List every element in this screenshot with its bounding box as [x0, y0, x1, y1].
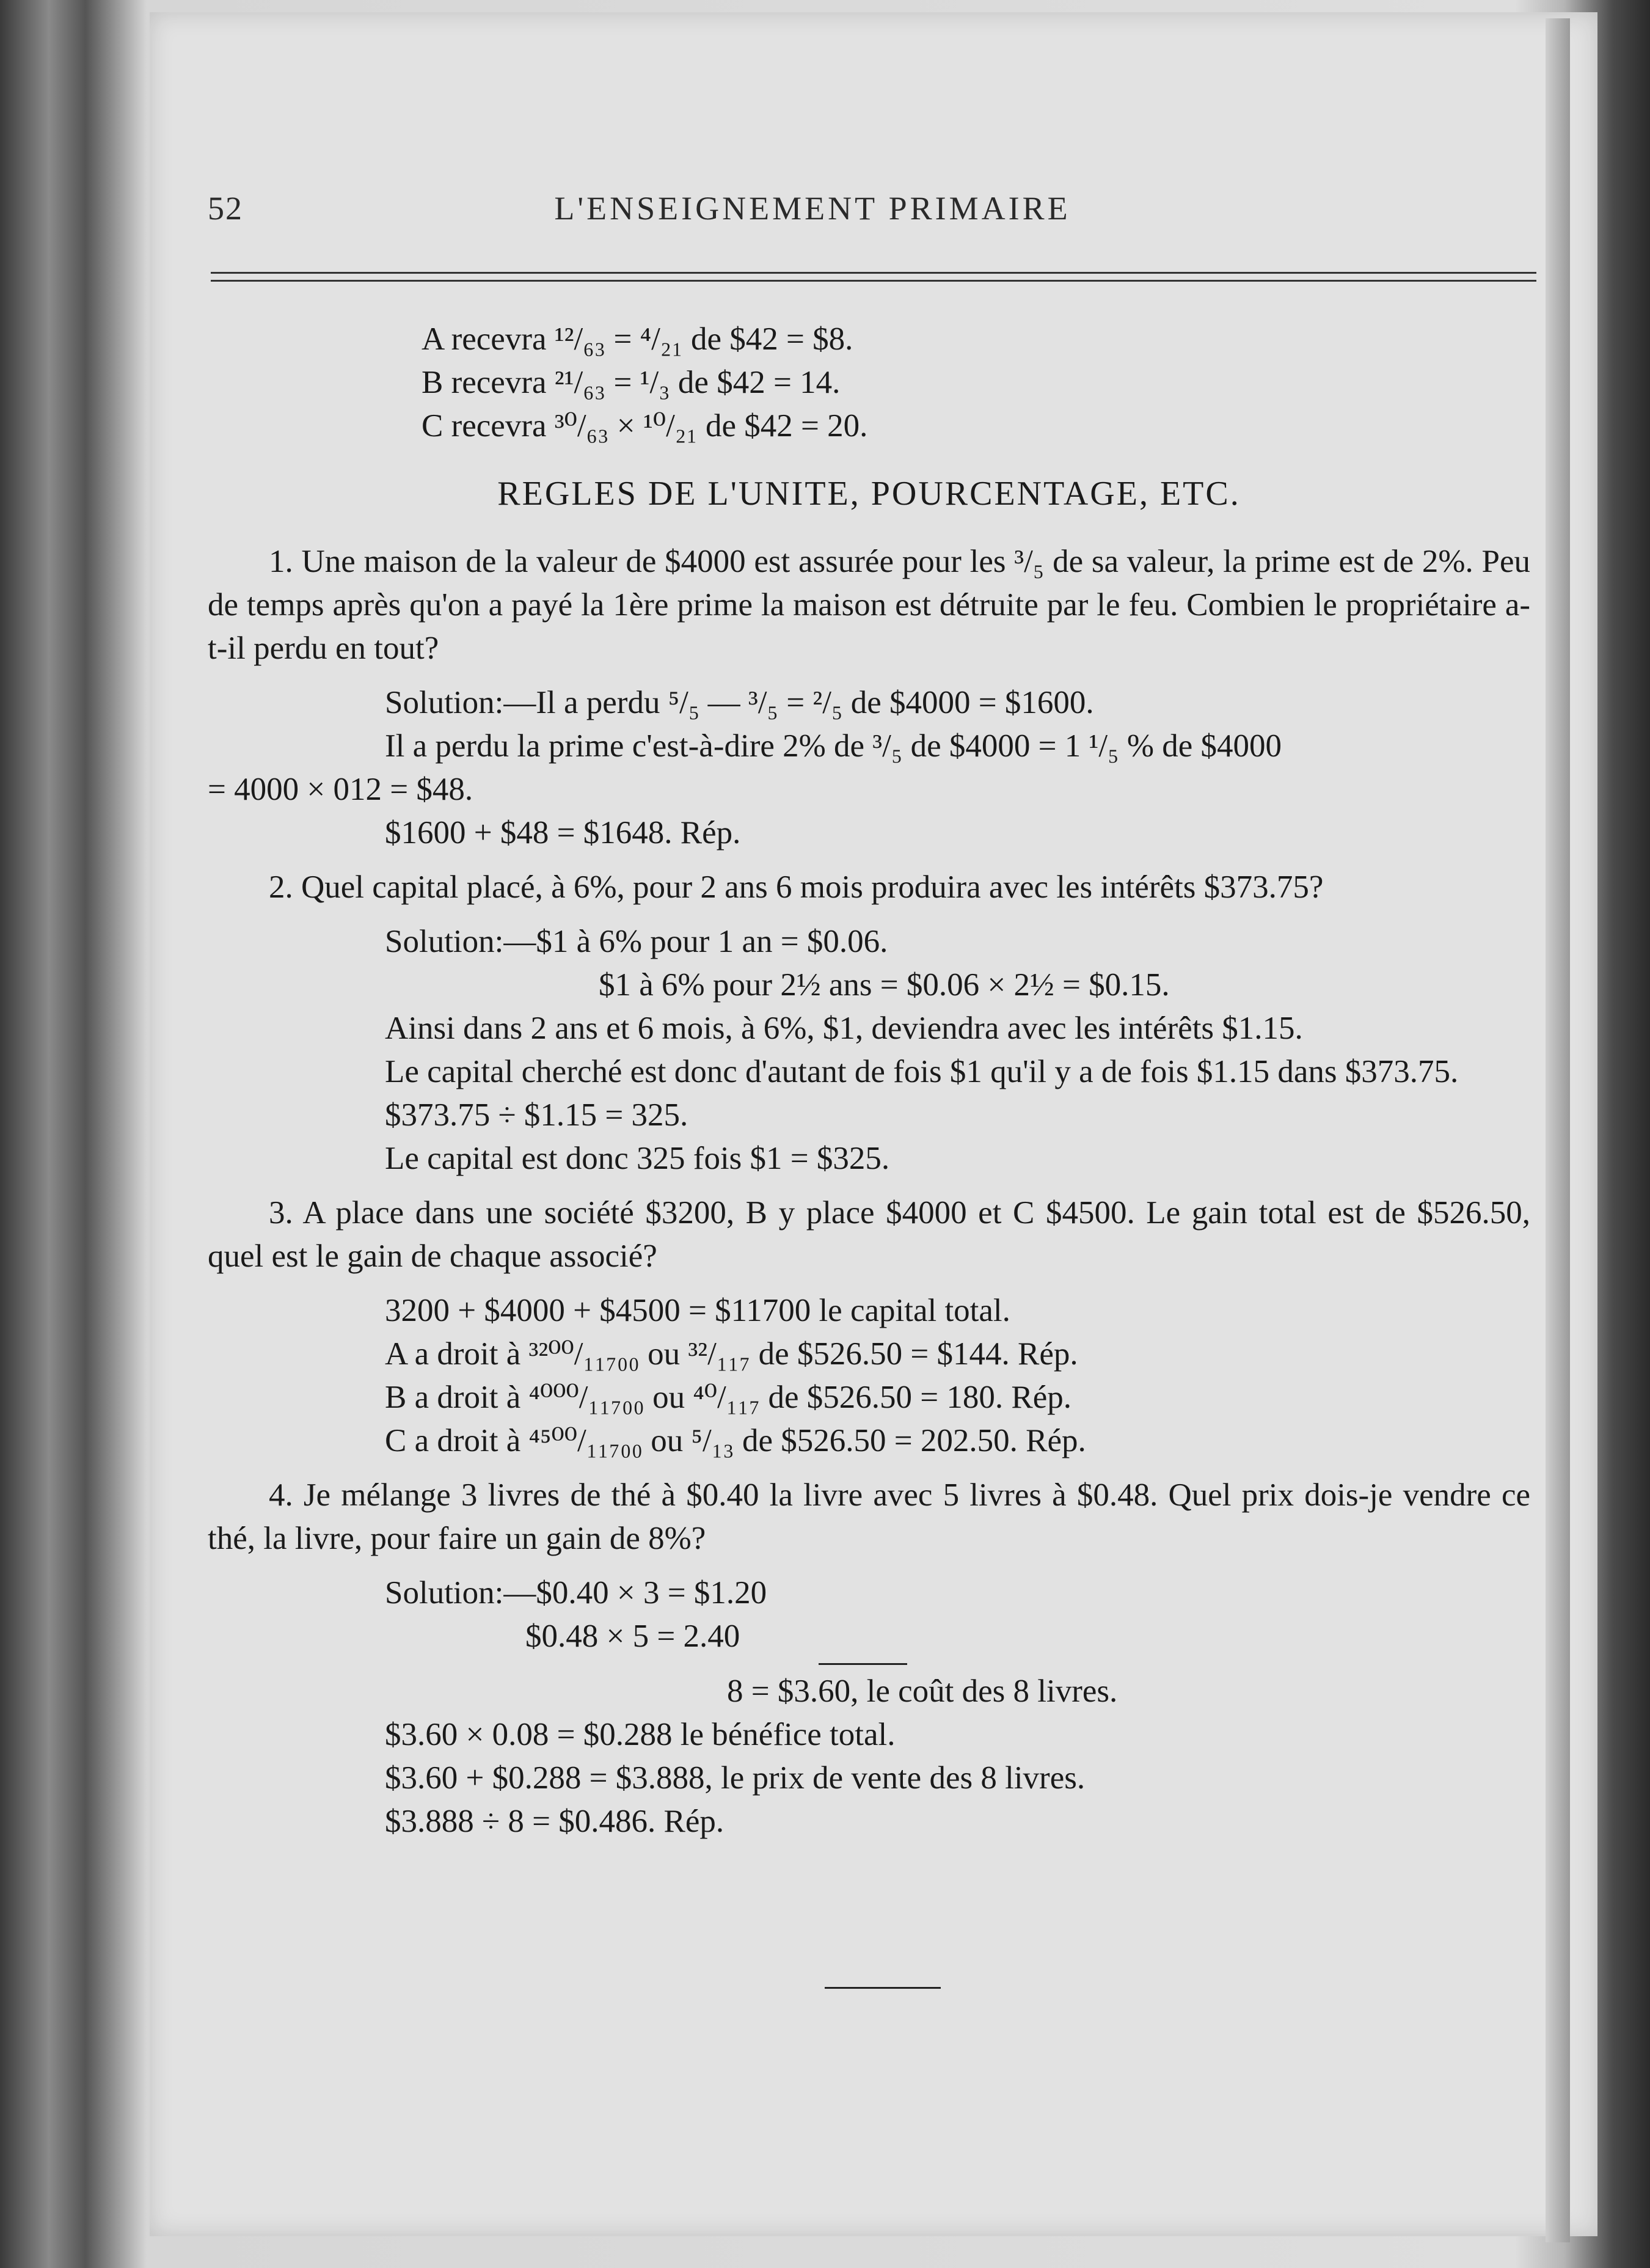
- problem-4-solution-line: $0.48 × 5 = 2.40: [525, 1619, 740, 1654]
- problem-3-solution-line: B a droit à ⁴⁰⁰⁰/₁₁₇₀₀ ou ⁴⁰/₁₁₇ de $526.50 = 180. Rép.: [385, 1380, 1071, 1415]
- section-title: REGLES DE L'UNITE, POURCENTAGE, ETC.: [497, 475, 1241, 513]
- end-of-section-rule: [825, 1987, 941, 1989]
- intro-line-c: C recevra ³⁰/₆₃ × ¹⁰/₂₁ de $42 = 20.: [422, 408, 868, 444]
- problem-2-solution-line: $1 à 6% pour 2½ ans = $0.06 × 2½ = $0.15.: [599, 967, 1170, 1003]
- page-edge-shadow: [1546, 18, 1570, 2242]
- problem-3-solution-line: A a droit à ³²⁰⁰/₁₁₇₀₀ ou ³²/₁₁₇ de $526.50 = $144. Rép.: [385, 1336, 1078, 1372]
- running-title: L'ENSEIGNEMENT PRIMAIRE: [554, 190, 1071, 227]
- page-number: 52: [208, 190, 243, 227]
- problem-1-statement: 1. Une maison de la valeur de $4000 est assurée pour les ³/₅ de sa valeur, la prime est de 2%. Peu de temps après qu'on a payé la 1ère prime la maison est détruite par le feu. Combien le propriétaire a-t-il perdu en tout?: [208, 544, 1530, 666]
- problem-2-statement: 2. Quel capital placé, à 6%, pour 2 ans 6 mois produira avec les intérêts $373.75?: [269, 869, 1324, 905]
- problem-1-solution-line: = 4000 × 012 = $48.: [208, 772, 473, 807]
- intro-line-b: B recevra ²¹/₆₃ = ¹/₃ de $42 = 14.: [422, 365, 841, 400]
- problem-1-solution-line: Solution:—Il a perdu ⁵/₅ — ³/₅ = ²/₅ de $4000 = $1600.: [385, 685, 1094, 720]
- header-double-rule: [211, 272, 1536, 282]
- intro-line-a: A recevra ¹²/₆₃ = ⁴/₂₁ de $42 = $8.: [422, 321, 853, 357]
- problem-4-solution-line: $3.60 + $0.288 = $3.888, le prix de vente des 8 livres.: [385, 1760, 1086, 1796]
- problem-4-statement: 4. Je mélange 3 livres de thé à $0.40 la livre avec 5 livres à $0.48. Quel prix dois-je vendre ce thé, la livre, pour faire un gain de 8%?: [208, 1477, 1530, 1556]
- problem-4-solution-line: Solution:—$0.40 × 3 = $1.20: [385, 1575, 767, 1611]
- problem-4-solution-line: $3.60 × 0.08 = $0.288 le bénéfice total.: [385, 1717, 896, 1752]
- problem-2-solution-line: Ainsi dans 2 ans et 6 mois, à 6%, $1, deviendra avec les intérêts $1.15.: [385, 1011, 1303, 1046]
- problem-3-solution-line: C a droit à ⁴⁵⁰⁰/₁₁₇₀₀ ou ⁵/₁₃ de $526.50 = 202.50. Rép.: [385, 1423, 1086, 1458]
- page-body: [208, 318, 1530, 1843]
- problem-1-solution-line: Il a perdu la prime c'est-à-dire 2% de ³/₅ de $4000 = 1 ¹/₅ % de $4000: [385, 728, 1282, 764]
- problem-1-solution-line: $1600 + $48 = $1648. Rép.: [385, 815, 741, 850]
- problem-4-solution-line: 8 = $3.60, le coût des 8 livres.: [727, 1674, 1118, 1709]
- problem-3-statement: 3. A place dans une société $3200, B y place $4000 et C $4500. Le gain total est de $526.50, quel est le gain de chaque associé?: [208, 1195, 1530, 1274]
- problem-3-solution-line: 3200 + $4000 + $4500 = $11700 le capital total.: [385, 1293, 1010, 1328]
- problem-2-solution-line: Le capital cherché est donc d'autant de fois $1 qu'il y a de fois $1.15 dans $373.75.: [385, 1054, 1459, 1089]
- problem-2-solution-line: Solution:—$1 à 6% pour 1 an = $0.06.: [385, 924, 888, 959]
- sum-rule: [819, 1663, 907, 1665]
- problem-4-solution-line: $3.888 ÷ 8 = $0.486. Rép.: [385, 1804, 725, 1839]
- problem-2-solution-line: $373.75 ÷ $1.15 = 325.: [385, 1097, 688, 1133]
- problem-2-solution-line: Le capital est donc 325 fois $1 = $325.: [385, 1141, 890, 1176]
